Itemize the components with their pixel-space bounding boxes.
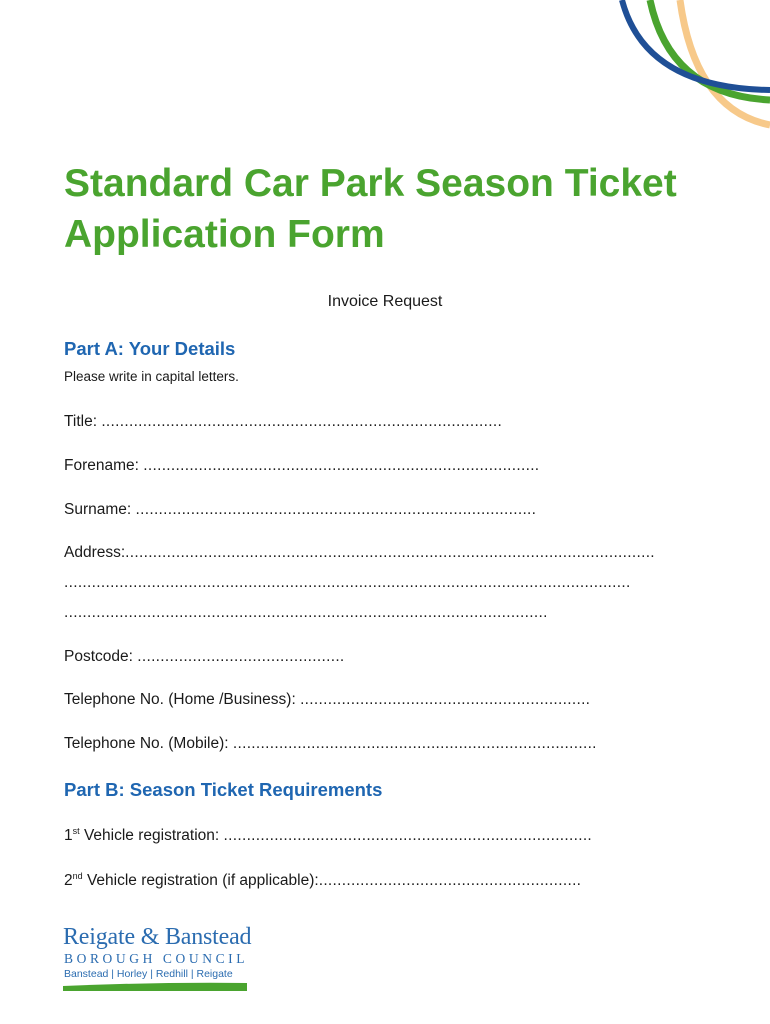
title-field[interactable] (64, 413, 502, 431)
vehicle-1-ordinal: st (72, 826, 80, 836)
forename-label: Forename: (64, 457, 139, 474)
vehicle-2-field[interactable] (64, 871, 581, 890)
telephone-mobile-field[interactable] (64, 735, 597, 753)
title-line-2: Application Form (64, 213, 385, 256)
title-line-1: Standard Car Park Season Ticket (64, 162, 677, 205)
logo-towns: Banstead | Horley | Redhill | Reigate (64, 968, 233, 980)
address-field-line-1[interactable] (64, 544, 655, 562)
telephone-home-label: Telephone No. (Home /Business): (64, 691, 296, 708)
vehicle-1-label: Vehicle registration: (79, 827, 220, 844)
telephone-mobile-label: Telephone No. (Mobile): (64, 735, 229, 752)
vehicle-2-ordinal: nd (72, 871, 83, 881)
address-dots-3: ......................................................................................................... (64, 604, 548, 621)
part-b-heading: Part B: Season Ticket Requirements (64, 779, 383, 800)
forename-field[interactable] (64, 457, 539, 475)
forename-dots: ...................................................................................... (143, 457, 540, 474)
vehicle-1-number: 1 (64, 827, 73, 844)
surname-dots: ....................................................................................... (135, 501, 537, 518)
arc-navy (622, 0, 770, 90)
address-label: Address: (64, 544, 126, 561)
telephone-home-field[interactable] (64, 691, 590, 709)
title-dots: ....................................................................................... (101, 413, 503, 430)
logo-name: Reigate & Banstead (63, 924, 252, 950)
council-logo (63, 924, 253, 994)
vehicle-1-dots: ................................................................................ (223, 827, 593, 844)
instruction-note: Please write in capital letters. (64, 369, 239, 384)
postcode-field[interactable] (64, 648, 345, 666)
surname-field[interactable] (64, 501, 536, 519)
vehicle-2-label: Vehicle registration (if applicable): (82, 872, 319, 889)
address-dots-2: ........................................................................................................................... (64, 574, 631, 591)
logo-green-swoosh (63, 982, 247, 991)
postcode-dots: ............................................. (137, 648, 345, 665)
vehicle-2-number: 2 (64, 872, 73, 889)
arc-peach (680, 0, 770, 125)
subtitle: Invoice Request (327, 293, 443, 310)
title-label: Title: (64, 413, 98, 430)
logo-borough: BOROUGH COUNCIL (64, 951, 249, 966)
page-title (64, 158, 744, 260)
address-dots-1: ................................................................................................................... (125, 544, 655, 561)
surname-label: Surname: (64, 501, 132, 518)
address-field-line-3[interactable] (64, 604, 548, 622)
telephone-mobile-dots: ............................................................................... (232, 735, 597, 752)
vehicle-1-field[interactable] (64, 826, 592, 845)
postcode-label: Postcode: (64, 648, 133, 665)
address-field-line-2[interactable] (64, 574, 631, 592)
telephone-home-dots: ............................................................... (300, 691, 591, 708)
part-a-heading: Part A: Your Details (64, 338, 236, 359)
decorative-arcs (590, 0, 770, 140)
vehicle-2-dots: ......................................................... (318, 872, 582, 889)
